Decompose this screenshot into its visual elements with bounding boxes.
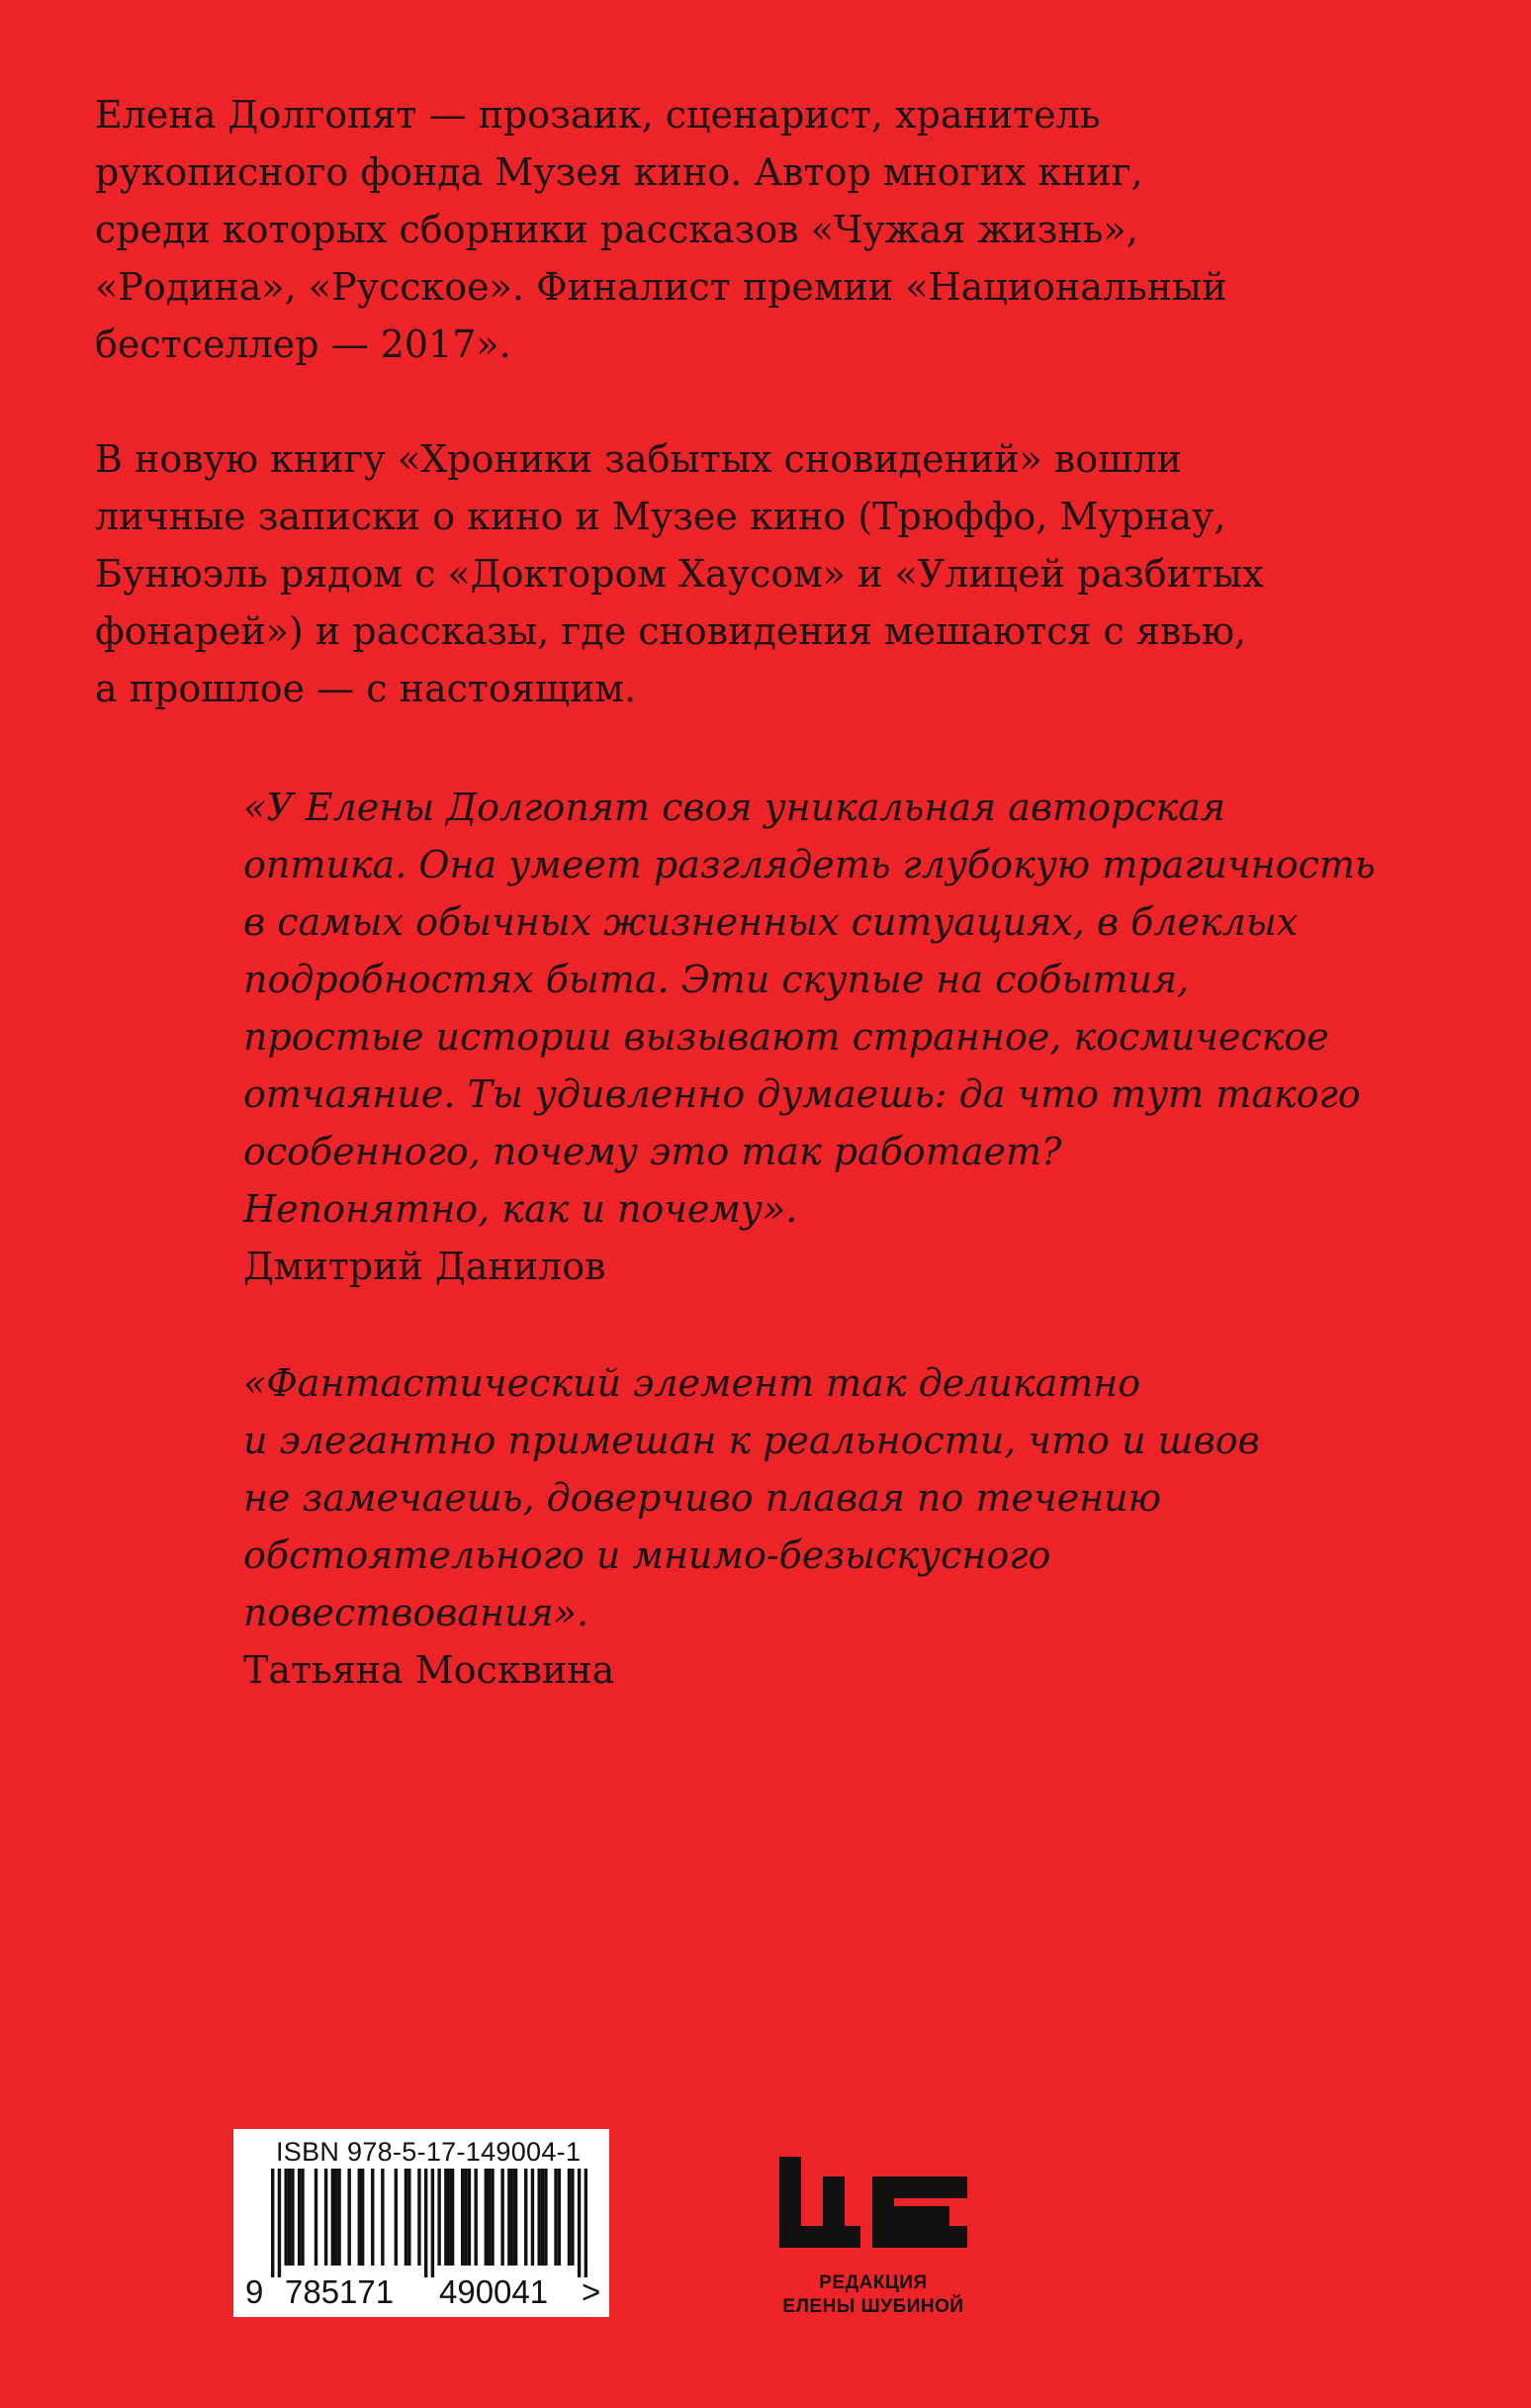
isbn-barcode <box>233 2129 609 2317</box>
barcode-bar <box>324 2169 327 2266</box>
barcode-bar <box>298 2169 301 2266</box>
barcode-bar <box>291 2169 294 2266</box>
barcode-bar <box>437 2169 440 2266</box>
quote-line: и элегантно примешан к реальности, что и швов <box>243 1419 1260 1462</box>
barcode-bar <box>544 2169 547 2266</box>
quote-line: не замечаешь, доверчиво плавая по течению <box>243 1476 1162 1520</box>
barcode-bar <box>424 2169 427 2277</box>
barcode-digit-first: 9 <box>245 2273 264 2310</box>
quote-line: в самых обычных жизненных ситуациях, в блеклых <box>243 900 1299 944</box>
quote-line: «Фантастический элемент так деликатно <box>243 1361 1141 1405</box>
barcode-bar <box>315 2169 317 2266</box>
isbn-label: ISBN 978-5-17-149004-1 <box>276 2137 582 2167</box>
barcode-digits-right: 490041 <box>439 2273 549 2310</box>
barcode-bar <box>448 2169 451 2266</box>
barcode-quiet-mark: > <box>582 2273 601 2310</box>
barcode-bar <box>271 2169 274 2277</box>
barcode-bar <box>278 2169 281 2277</box>
barcode-bar <box>500 2169 503 2266</box>
text-line: личные записки о кино и Музее кино (Трюффо, Мурнау, <box>95 495 1226 538</box>
text-line: бестселлер — 2017». <box>95 323 511 366</box>
barcode-bar <box>334 2169 337 2266</box>
barcode-bar <box>578 2169 581 2277</box>
barcode-bar <box>464 2169 467 2266</box>
barcode-bar <box>468 2169 471 2266</box>
barcode-bar <box>554 2169 557 2266</box>
quote-line: отчаяние. Ты удивленно думаешь: да что тут такого <box>243 1072 1361 1116</box>
quote-line: простые истории вызывают странное, космическое <box>243 1015 1329 1059</box>
barcode-bar <box>405 2169 407 2266</box>
barcode-bar <box>407 2169 410 2266</box>
barcode-bar <box>571 2169 574 2266</box>
barcode-bar <box>507 2169 510 2266</box>
barcode-bars <box>271 2169 587 2277</box>
quote-author: Дмитрий Данилов <box>243 1245 606 1288</box>
barcode-bar <box>474 2169 477 2266</box>
barcode-bar <box>558 2169 561 2266</box>
quote-line: оптика. Она умеет разглядеть глубокую трагичность <box>243 843 1376 886</box>
barcode-bar <box>358 2169 361 2266</box>
text-line: среди которых сборники рассказов «Чужая жизнь», <box>95 208 1138 251</box>
quote-line: подробностях быта. Эти скупые на события, <box>243 958 1190 1001</box>
publisher-caption-line: РЕДАКЦИЯ <box>819 2272 928 2293</box>
barcode-bar <box>585 2169 587 2277</box>
barcode-bar <box>488 2169 491 2266</box>
barcode-bar <box>361 2169 364 2266</box>
barcode-bar <box>331 2169 334 2266</box>
text-line: рукописного фонда Музея кино. Автор многих книг, <box>95 150 1143 194</box>
text-line: Елена Долгопят — прозаик, сценарист, хранитель <box>95 93 1101 137</box>
quote-line: «У Елены Долгопят своя уникальная авторская <box>243 786 1226 829</box>
barcode-digits <box>233 2273 609 2313</box>
text-line: а прошлое — с настоящим. <box>95 667 637 710</box>
barcode-digits-left: 785171 <box>285 2273 395 2310</box>
text-line: фонарей») и рассказы, где сновидения мешаются с явью, <box>95 609 1247 653</box>
text-line: Бунюэль рядом с «Доктором Хаусом» и «Улицей разбитых <box>95 552 1264 596</box>
publisher-caption <box>769 2271 977 2319</box>
text-line: В новую книгу «Хроники забытых сновидений» вошли <box>95 437 1182 481</box>
barcode-bar <box>337 2169 340 2266</box>
barcode-bar <box>568 2169 571 2266</box>
quote-line: Непонятно, как и почему». <box>243 1187 798 1231</box>
barcode-bar <box>301 2169 304 2266</box>
barcode-bar <box>531 2169 534 2266</box>
barcode-bar <box>485 2169 488 2266</box>
barcode-bar <box>444 2169 447 2266</box>
barcode-bar <box>524 2169 527 2266</box>
barcode-bar <box>417 2169 420 2266</box>
text-line: «Родина», «Русское». Финалист премии «Национальный <box>95 265 1227 309</box>
barcode-bar <box>537 2169 540 2266</box>
barcode-bar <box>451 2169 454 2266</box>
barcode-bar <box>491 2169 494 2266</box>
barcode-bar <box>431 2169 434 2277</box>
barcode-bar <box>371 2169 374 2266</box>
quote-line: обстоятельного и мнимо-безыскусного <box>243 1533 1051 1577</box>
barcode-bar <box>284 2169 287 2266</box>
quote-author: Татьяна Москвина <box>243 1648 615 1692</box>
barcode-bar <box>395 2169 398 2266</box>
quote-line: особенного, почему это так работает? <box>243 1130 1062 1173</box>
barcode-bar <box>288 2169 291 2266</box>
barcode-bar <box>541 2169 544 2266</box>
barcode-bar <box>511 2169 514 2266</box>
barcode-bar <box>381 2169 384 2266</box>
barcode-bar <box>514 2169 517 2266</box>
barcode-bar <box>461 2169 464 2266</box>
publisher-caption-line: ЕЛЕНЫ ШУБИНОЙ <box>782 2296 964 2317</box>
barcode-bar <box>347 2169 350 2266</box>
quote-line: повествования». <box>243 1591 589 1634</box>
